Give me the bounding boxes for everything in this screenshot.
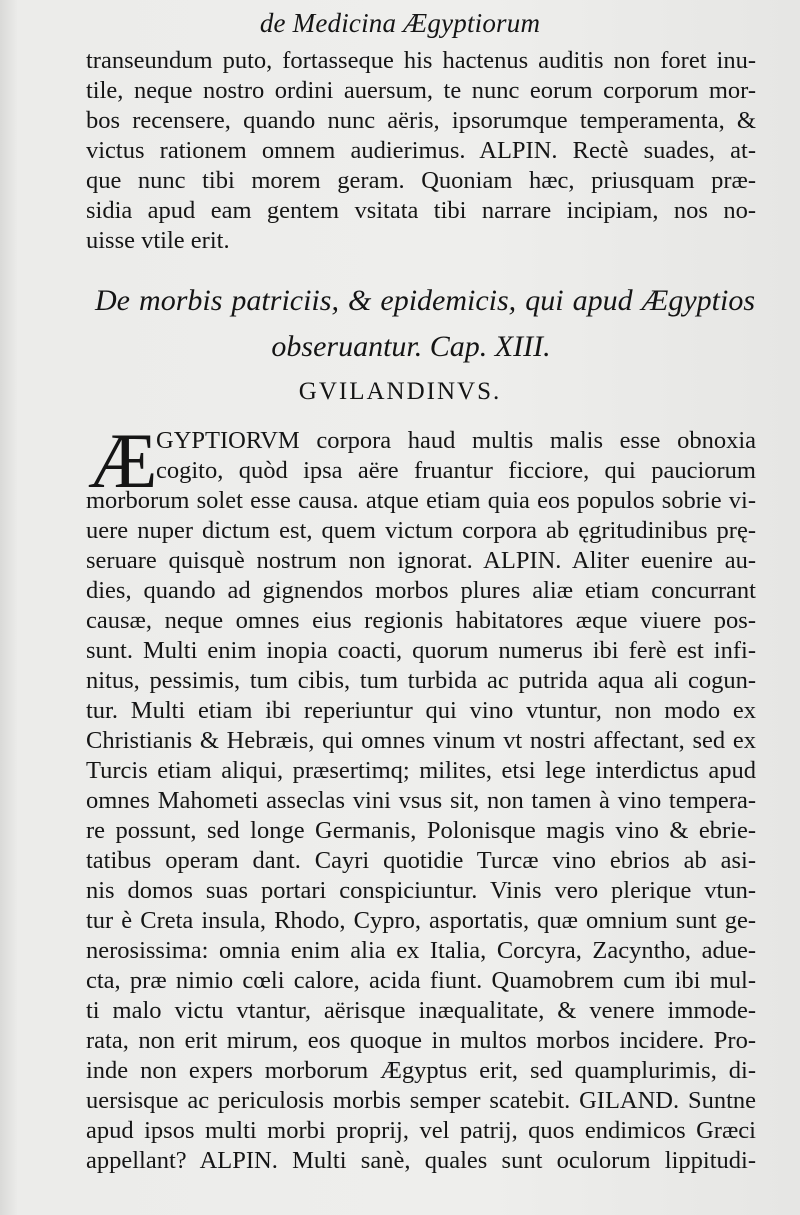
text-line: que nunc tibi morem geram. Quoniam hæc, priusquam præ- (86, 167, 756, 194)
text-line: cogito, quòd ipsa aëre fruantur ficciore, qui pauciorum (156, 457, 756, 484)
speaker-heading: GVILANDINVS. (298, 378, 502, 405)
text-line: inde non expers morborum Ægyptus erit, sed quamplurimis, di- (86, 1057, 756, 1084)
text-line: omnes Mahometi asseclas vini vsus sit, non tamen à vino tempera- (86, 787, 756, 814)
text-line: GYPTIORVM corpora haud multis malis esse obnoxia (156, 427, 756, 454)
chapter-title (95, 278, 755, 370)
text-line: victus rationem omnem audierimus. ALPIN. Rectè suades, at- (86, 137, 756, 164)
text-line: uisse vtile erit. (86, 227, 230, 254)
text-line: rata, non erit mirum, eos quoque in multos morbos incidere. Pro- (86, 1027, 756, 1054)
text-line: tile, neque nostro ordini auersum, te nunc eorum corporum mor- (86, 77, 756, 104)
text-line: nis domos suas portari conspiciuntur. Vinis vero plerique vtun- (86, 877, 756, 904)
running-head: de Medicina Ægyptiorum (259, 8, 541, 38)
chapter-title-line-2: obseruantur. Cap. XIII. (271, 330, 551, 363)
text-line: re possunt, sed longe Germanis, Polonisque magis vino & ebrie- (86, 817, 756, 844)
text-line: appellant? ALPIN. Multi sanè, quales sunt oculorum lippitudi- (86, 1147, 756, 1174)
text-line: nerosissima: omnia enim alia ex Italia, Corcyra, Zacyntho, adue- (86, 937, 756, 964)
text-line: Christianis & Hebræis, qui omnes vinum vt nostri affectant, sed ex (86, 727, 756, 754)
text-line: morborum solet esse causa. atque etiam quia eos populos sobrie vi- (86, 487, 756, 514)
text-line: cta, præ nimio cœli calore, acida fiunt. Quamobrem cum ibi mul- (86, 967, 756, 994)
text-line: sidia apud eam gentem vsitata tibi narrare incipiam, nos no- (86, 197, 756, 224)
text-line: bos recensere, quando nunc aëris, ipsorumque temperamenta, & (86, 107, 756, 134)
text-line: tur è Creta insula, Rhodo, Cypro, asportatis, quæ omnium sunt ge- (86, 907, 756, 934)
body-paragraph (86, 417, 756, 1176)
text-line: dies, quando ad gignendos morbos plures aliæ etiam concurrant (86, 577, 756, 604)
text-line: tatibus operam dant. Cayri quotidie Turcæ vino ebrios ab asi- (86, 847, 756, 874)
drop-capital: Æ (88, 417, 158, 504)
top-paragraph (86, 46, 756, 256)
text-line: seruare quisquè nostrum non ignorat. ALPIN. Aliter euenire au- (86, 547, 756, 574)
text-line: tur. Multi etiam ibi reperiuntur qui vino vtuntur, non modo ex (86, 697, 756, 724)
text-line: apud ipsos multi morbi proprij, vel patrij, quos endimicos Græci (86, 1117, 756, 1144)
text-line: transeundum puto, fortasseque his hactenus auditis non foret inu- (86, 47, 756, 74)
text-line: uere nuper dictum est, quem victum corpora ab ęgritudinibus prę- (86, 517, 756, 544)
text-line: nitus, pessimis, tum cibis, tum turbida ac putrida aqua ali cogun- (86, 667, 756, 694)
text-line: sunt. Multi enim inopia coacti, quorum numerus ibi ferè est infi- (86, 637, 756, 664)
text-line: ti malo victu vtantur, aërisque inæqualitate, & venere immode- (86, 997, 756, 1024)
text-line: causæ, neque omnes eius regionis habitatores æque viuere pos- (86, 607, 756, 634)
text-line: Turcis etiam aliqui, præsertimq; milites, etsi lege interdictus apud (86, 757, 756, 784)
chapter-title-line-1: De morbis patriciis, & epidemicis, qui apud Ægyptios (95, 284, 755, 317)
text-line: uersisque ac periculosis morbis semper scatebit. GILAND. Suntne (86, 1087, 756, 1114)
